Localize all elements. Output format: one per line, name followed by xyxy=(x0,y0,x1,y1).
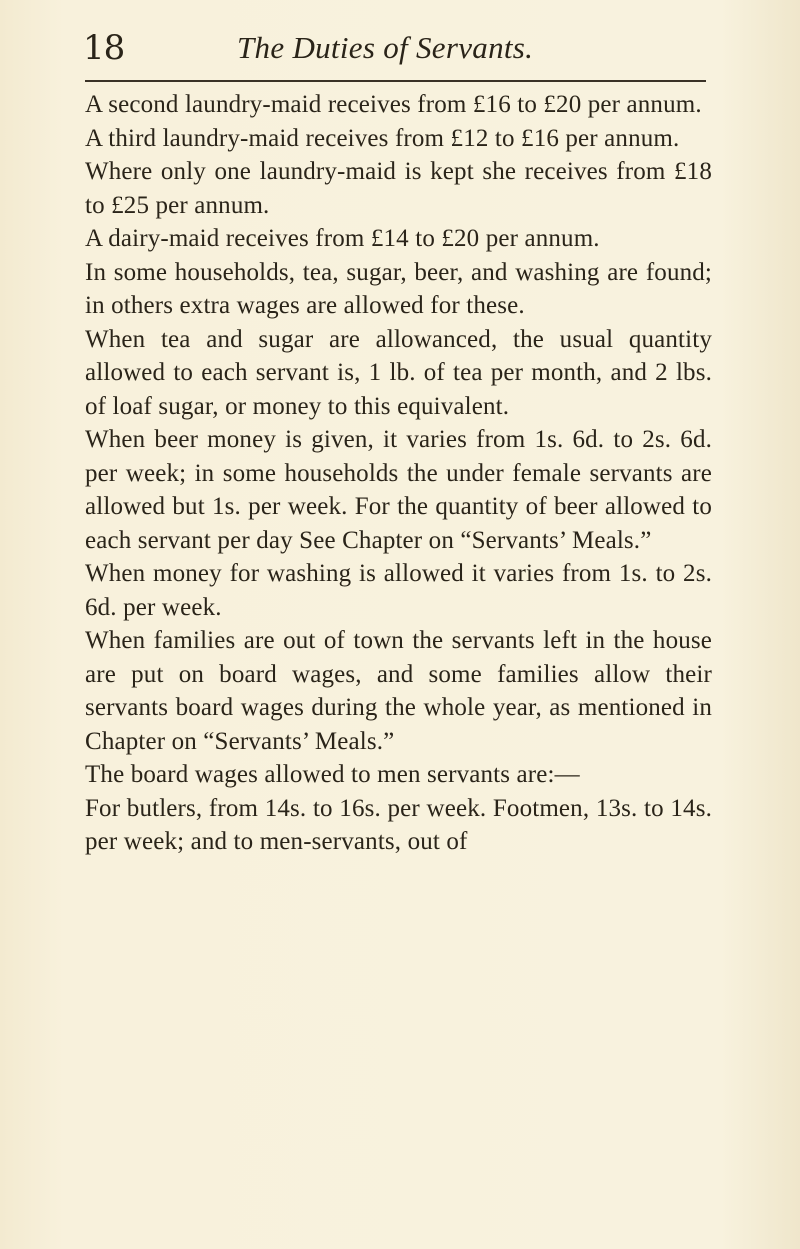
paragraph: When money for washing is allowed it varies from 1s. to 2s. 6d. per week. xyxy=(85,560,712,621)
paragraph: When tea and sugar are allowanced, the usual quantity allowed to each servant is, 1 lb. of tea per month, and 2 lbs. of loaf sugar, or money to this equivalent. xyxy=(85,325,712,420)
paragraph: A dairy-maid receives from £14 to £20 per annum. xyxy=(85,225,600,252)
paragraph: When beer money is given, it varies from 1s. 6d. to 2s. 6d. per week; in some households the under female servants are allowed but 1s. per week. For the quantity of beer allowed to each servant per day See Chapter on “Servants’ Meals.” xyxy=(85,426,712,554)
page-header xyxy=(85,0,712,80)
paragraph: A second laundry-maid receives from £16 to £20 per annum. xyxy=(85,91,702,118)
paragraph: When families are out of town the servants left in the house are put on board wages, and some families allow their servants board wages during the whole year, as mentioned in Chapter on “Servants’ Meals.” xyxy=(85,627,712,755)
paragraph: For butlers, from 14s. to 16s. per week. Footmen, 13s. to 14s. per week; and to men-servants, out of xyxy=(85,794,712,855)
paragraph: The board wages allowed to men servants are:— xyxy=(85,761,580,788)
paragraph: In some households, tea, sugar, beer, and washing are found; in others extra wages are allowed for these. xyxy=(85,258,712,319)
page-number: 18 xyxy=(83,28,125,68)
header-rule xyxy=(85,80,706,82)
running-title: The Duties of Servants. xyxy=(237,30,534,65)
paragraph: Where only one laundry-maid is kept she receives from £18 to £25 per annum. xyxy=(85,158,712,219)
paragraph: A third laundry-maid receives from £12 to £16 per annum. xyxy=(85,124,680,152)
body-text xyxy=(85,88,712,859)
